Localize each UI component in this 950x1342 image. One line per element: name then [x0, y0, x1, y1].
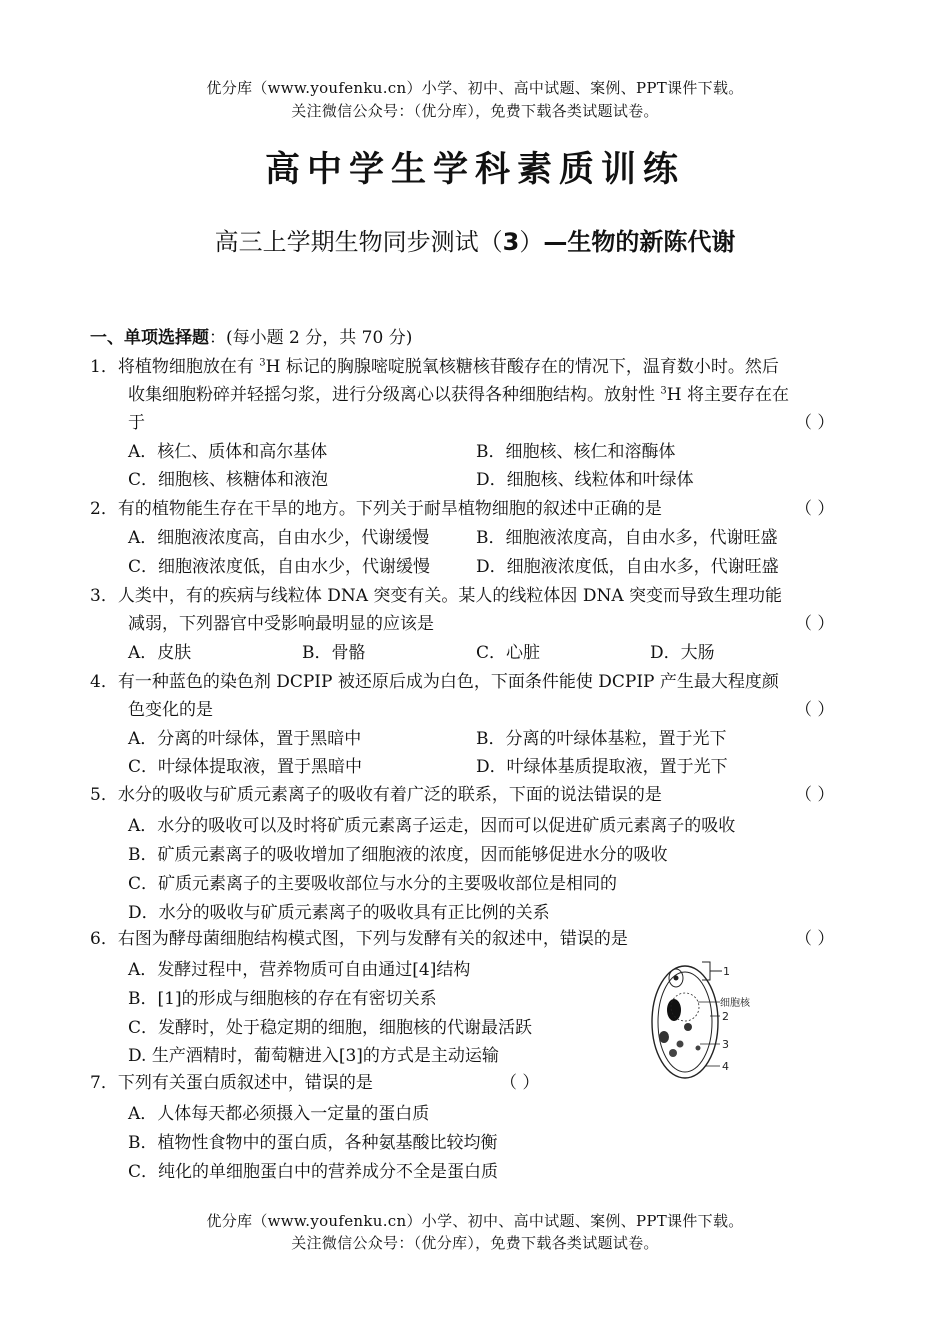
q3-option-a: A．皮肤: [128, 643, 192, 663]
q6-option-c: C．发酵时，处于稳定期的细胞，细胞核的代谢最活跃: [128, 1018, 533, 1038]
q6-option-a: A．发酵过程中，营养物质可自由通过[4]结构: [128, 960, 471, 980]
q3-option-c: C．心脏: [476, 643, 541, 663]
q6-stem: [90, 924, 628, 949]
granule-2: [669, 1049, 677, 1057]
header-line-1: 优分库（www.youfenku.cn）小学、初中、高中试题、案例、PPT课件下载。: [206, 79, 744, 97]
q4-line-2: 色变化的是: [128, 700, 213, 720]
q7-emphasis-2: 误 •: [322, 1068, 339, 1093]
q4-option-d: D．叶绿体基质提取液，置于光下: [476, 757, 728, 777]
q1-line-3: 于: [128, 413, 145, 433]
q1-sup: 3: [259, 357, 266, 369]
q7-stem: [90, 1068, 373, 1093]
q4-option-c: C．叶绿体提取液，置于黑暗中: [128, 757, 363, 777]
q6-answer-blank[interactable]: （ ）: [795, 929, 835, 949]
q2-text: 有的植物能生存在干旱的地方。下列关于耐旱植物细胞的叙述中正确的是: [117, 499, 662, 519]
q4-line-1: [90, 667, 779, 692]
mitochondrion-1: [659, 1031, 669, 1043]
q5-option-d: D．水分的吸收与矿质元素离子的吸收具有正比例的关系: [128, 903, 550, 923]
granule-1: [677, 1041, 684, 1048]
q3-text-a: 人类中，有的疾病与线粒体 DNA 突变有关。某人的线粒体因 DNA 突变而导致生理功能: [117, 586, 783, 606]
q2-option-b: B．细胞液浓度高，自由水多，代谢旺盛: [476, 528, 778, 548]
q6-emphasis-2: 误 •: [577, 924, 594, 949]
q5-text-b: 的是: [627, 785, 662, 805]
subtitle-topic: —生物的新陈代谢: [543, 228, 736, 256]
label-nucleus: 细胞核: [720, 998, 750, 1009]
q1-answer-blank[interactable]: （ ）: [795, 413, 835, 433]
cell-membrane: [658, 972, 712, 1072]
section-heading-rest: ：(每小题 2 分，共 70 分): [209, 328, 413, 348]
footer-line-2: 关注微信公众号：（优分库），免费下载各类试题试卷。: [291, 1234, 659, 1252]
q5-option-a: A．水分的吸收可以及时将矿质元素离子运走，因而可以促进矿质元素离子的吸收: [128, 816, 736, 836]
subtitle-num: 3: [502, 228, 520, 256]
cell-wall: [652, 966, 718, 1078]
label-2: 2: [722, 1010, 729, 1023]
q1-option-b: B．细胞核、核仁和溶酶体: [476, 442, 676, 462]
page-title: 高中学生学科素质训练: [264, 150, 685, 190]
q5-answer-blank[interactable]: （ ）: [795, 785, 835, 805]
section-heading-bold: 一、单项选择题: [90, 328, 209, 348]
q6-option-d: D. 生产酒精时，葡萄糖进入[3]的方式是主动运输: [128, 1046, 499, 1066]
q4-option-a: A．分离的叶绿体，置于黑暗中: [128, 729, 362, 749]
q1-sup-2: 3: [660, 385, 667, 397]
nucleus-shape: [667, 999, 681, 1021]
label-3: 3: [722, 1038, 729, 1051]
q1-text-a: 将植物细胞放在有: [117, 357, 260, 377]
granule-3: [696, 1046, 701, 1051]
q6-text-a: 右图为酵母菌细胞结构模式图，下列与发酵有关的叙述中，: [117, 929, 560, 949]
q7-answer-blank[interactable]: （ ）: [500, 1073, 540, 1093]
q5-number: 5．: [90, 785, 118, 805]
q2-stem: [90, 494, 662, 519]
q5-text-a: 水分的吸收与矿质元素离子的吸收有着广泛的联系，下面的说法: [117, 785, 594, 805]
q7-emphasis-1: 错 •: [305, 1068, 322, 1093]
label-1: 1: [723, 965, 730, 978]
subtitle: [0, 222, 950, 257]
subtitle-prefix: 高三上学期生物同步测试（: [214, 228, 503, 256]
q4-option-b: B．分离的叶绿体基粒，置于光下: [476, 729, 727, 749]
q2-option-d: D．细胞液浓度低，自由水多，代谢旺盛: [476, 557, 779, 577]
q1-text-d: H 将主要存在在: [666, 385, 790, 405]
footer-line-1: 优分库（www.youfenku.cn）小学、初中、高中试题、案例、PPT课件下载。: [206, 1212, 744, 1230]
q2-option-a: A．细胞液浓度高，自由水少，代谢缓慢: [128, 528, 430, 548]
q6-number: 6．: [90, 929, 118, 949]
q3-option-d: D．大肠: [650, 643, 715, 663]
q1-text-c: 收集细胞粉碎并轻摇匀浆，进行分级离心以获得各种细胞结构。放射性: [128, 385, 661, 405]
q6-text-b: 的是: [593, 929, 628, 949]
section-heading: [90, 323, 412, 348]
q1-line-1: [90, 352, 779, 377]
q7-number: 7．: [90, 1073, 118, 1093]
q7-option-c: C．纯化的单细胞蛋白中的营养成分不全是蛋白质: [128, 1162, 499, 1182]
header-line-2: 关注微信公众号：（优分库），免费下载各类试题试卷。: [291, 102, 659, 120]
q7-option-a: A．人体每天都必须摄入一定量的蛋白质: [128, 1104, 430, 1124]
mitochondrion-2: [684, 1023, 692, 1031]
q6-option-b: B．[1]的形成与细胞核的存在有密切关系: [128, 989, 437, 1009]
q3-line-2: 减弱，下列器官中受影响最明显的应该是: [128, 614, 434, 634]
q4-text-a: 有一种蓝色的染色剂 DCPIP 被还原后成为白色，下面条件能使 DCPIP 产生最大程度颜: [117, 672, 779, 692]
yeast-cell-diagram: [640, 952, 790, 1087]
q1-option-c: C．细胞核、核糖体和液泡: [128, 470, 329, 490]
q3-answer-blank[interactable]: （ ）: [795, 614, 835, 634]
q7-text-b: 的是: [338, 1073, 373, 1093]
bud-dot: [674, 976, 679, 981]
q1-line-2: [128, 380, 789, 405]
q5-stem: [90, 780, 662, 805]
subtitle-mid: ）: [519, 228, 544, 256]
q7-text-a: 下列有关蛋白质叙述中，: [117, 1073, 305, 1093]
q3-option-b: B．骨骼: [302, 643, 366, 663]
q2-answer-blank[interactable]: （ ）: [795, 499, 835, 519]
q3-line-1: [90, 581, 782, 606]
q6-emphasis-1: 错 •: [560, 924, 577, 949]
label-4: 4: [722, 1060, 729, 1073]
label-1-bracket: [702, 962, 710, 980]
q2-number: 2．: [90, 499, 118, 519]
q1-option-d: D．细胞核、线粒体和叶绿体: [476, 470, 694, 490]
q5-emphasis-1: 错 •: [594, 780, 611, 805]
q1-number: 1．: [90, 357, 118, 377]
q4-answer-blank[interactable]: （ ）: [795, 700, 835, 720]
q1-text-b: H 标记的胸腺嘧啶脱氧核糖核苷酸存在的情况下，温育数小时。然后: [265, 357, 779, 377]
q5-option-b: B．矿质元素离子的吸收增加了细胞液的浓度，因而能够促进水分的吸收: [128, 845, 668, 865]
q1-option-a: A．核仁、质体和高尔基体: [128, 442, 328, 462]
q2-option-c: C．细胞液浓度低，自由水少，代谢缓慢: [128, 557, 431, 577]
q5-option-c: C．矿质元素离子的主要吸收部位与水分的主要吸收部位是相同的: [128, 874, 618, 894]
q7-option-b: B．植物性食物中的蛋白质，各种氨基酸比较均衡: [128, 1133, 498, 1153]
q4-number: 4．: [90, 672, 118, 692]
q3-number: 3．: [90, 586, 118, 606]
q5-emphasis-2: 误 •: [611, 780, 628, 805]
